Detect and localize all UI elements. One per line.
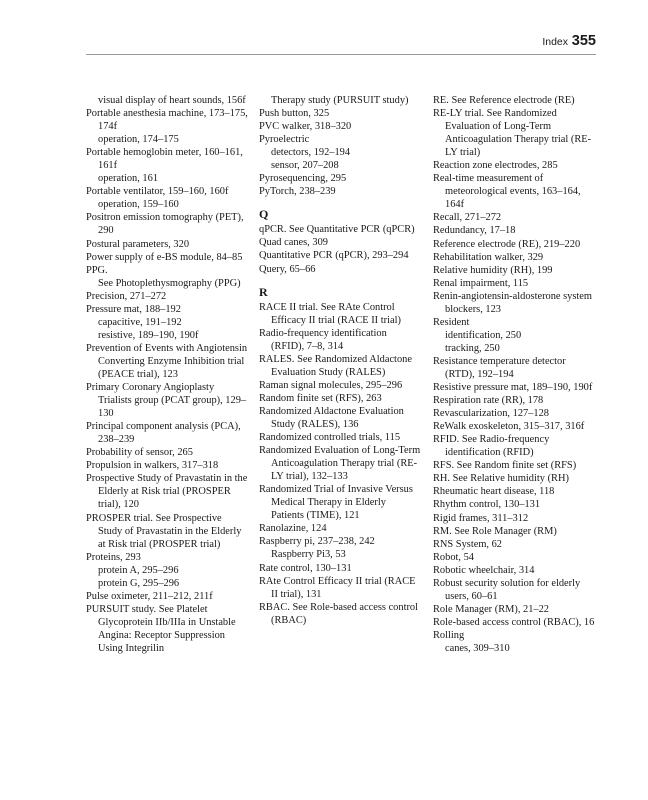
index-entry: Push button, 325 xyxy=(259,108,330,120)
index-subentry: canes, 309–310 xyxy=(445,642,510,654)
index-entry: qPCR. See Quantitative PCR (qPCR) xyxy=(259,224,415,236)
index-letter-heading: Q xyxy=(259,207,269,222)
index-entry: Primary Coronary Angioplasty Trialists group (PCAT group), 129–130 xyxy=(86,382,247,420)
index-entry: Reference electrode (RE), 219–220 xyxy=(433,238,581,250)
index-entry: Robotic wheelchair, 314 xyxy=(433,564,535,576)
index-entry: Reaction zone electrodes, 285 xyxy=(433,160,558,172)
index-entry: Resistance temperature detector (RTD), 192–194 xyxy=(433,355,566,380)
index-entry: Renal impairment, 115 xyxy=(433,277,529,289)
index-entry: Random finite set (RFS), 263 xyxy=(259,392,382,404)
index-entry: Ranolazine, 124 xyxy=(259,523,327,535)
index-subentry: capacitive, 191–192 xyxy=(98,316,182,328)
index-column-1 xyxy=(86,94,248,655)
index-entry: Relative humidity (RH), 199 xyxy=(433,264,553,276)
index-entry: Resident xyxy=(433,316,470,328)
index-subentry: operation, 161 xyxy=(98,173,159,185)
index-entry: Robust security solution for elderly users, 60–61 xyxy=(433,577,581,602)
running-header xyxy=(86,34,596,55)
index-column-3 xyxy=(433,94,595,655)
index-entry: PVC walker, 318–320 xyxy=(259,121,352,133)
index-entry: RE-LY trial. See Randomized Evaluation of Long-Term Anticoagulation Therapy trial (RE-LY trial) xyxy=(433,108,592,159)
index-subentry: resistive, 189–190, 190f xyxy=(98,329,199,341)
index-entry: Portable ventilator, 159–160, 160f xyxy=(86,186,229,198)
index-subentry: Raspberry Pi3, 53 xyxy=(271,549,346,561)
index-entry: Raspberry pi, 237–238, 242 xyxy=(259,536,375,548)
index-entry: Randomized Evaluation of Long-Term Anticoagulation Therapy trial (RE-LY trial), 132–133 xyxy=(259,445,421,483)
index-entry: Robot, 54 xyxy=(433,551,474,563)
index-entry: Pressure mat, 188–192 xyxy=(86,303,181,315)
index-entry: Query, 65–66 xyxy=(259,263,316,275)
index-subentry: Therapy study (PURSUIT study) xyxy=(271,95,409,106)
page-number: 355 xyxy=(571,33,596,49)
index-entry: RFS. See Random finite set (RFS) xyxy=(433,460,577,472)
index-entry: Revascularization, 127–128 xyxy=(433,408,549,420)
index-entry: Resistive pressure mat, 189–190, 190f xyxy=(433,382,593,394)
index-entry: Pyroelectric xyxy=(259,134,310,146)
index-entry: RM. See Role Manager (RM) xyxy=(433,525,557,537)
index-entry: PROSPER trial. See Prospective Study of Pravastatin in the Elderly at Risk trial (PROSPER trial) xyxy=(86,512,242,550)
index-entry: Raman signal molecules, 295–296 xyxy=(259,379,403,391)
index-entry: Propulsion in walkers, 317–318 xyxy=(86,460,219,472)
index-entry: PyTorch, 238–239 xyxy=(259,186,336,198)
index-entry: RFID. See Radio-frequency identification (RFID) xyxy=(433,434,550,459)
index-entry: Quantitative PCR (qPCR), 293–294 xyxy=(259,250,409,262)
index-entry: RE. See Reference electrode (RE) xyxy=(433,95,575,106)
index-entry: Precision, 271–272 xyxy=(86,290,167,302)
index-letter-heading: R xyxy=(259,284,268,299)
index-entry: Real-time measurement of meteorological events, 163–164, 164f xyxy=(433,173,581,211)
index-entry: Probability of sensor, 265 xyxy=(86,447,193,459)
index-entry: Quad canes, 309 xyxy=(259,237,328,249)
index-entry: Renin-angiotensin-aldosterone system blockers, 123 xyxy=(433,290,593,315)
index-entry: RH. See Relative humidity (RH) xyxy=(433,473,569,485)
index-subentry: tracking, 250 xyxy=(445,342,500,354)
index-entry: Power supply of e-BS module, 84–85 xyxy=(86,251,243,263)
index-entry: Rolling xyxy=(433,629,465,641)
index-entry: RAte Control Efficacy II trial (RACE II trial), 131 xyxy=(259,575,416,600)
index-entry: Positron emission tomography (PET), 290 xyxy=(86,212,244,237)
index-entry: Pulse oximeter, 211–212, 211f xyxy=(86,590,213,602)
index-entry: PURSUIT study. See Platelet Glycoprotein IIb/IIIa in Unstable Angina: Receptor Suppression Using Integrilin xyxy=(86,603,236,654)
index-subentry: See Photoplethysmography (PPG) xyxy=(98,277,241,289)
header-label: Index xyxy=(542,36,568,48)
index-entry: Proteins, 293 xyxy=(86,551,141,563)
index-entry: Randomized Trial of Invasive Versus Medical Therapy in Elderly Patients (TIME), 121 xyxy=(259,484,413,522)
index-entry: Rheumatic heart disease, 118 xyxy=(433,486,555,498)
index-subentry: detectors, 192–194 xyxy=(271,147,351,159)
index-subentry: operation, 159–160 xyxy=(98,199,179,211)
index-entry: Role-based access control (RBAC), 16 xyxy=(433,616,595,628)
index-subentry: operation, 174–175 xyxy=(98,134,179,146)
index-entry: Rhythm control, 130–131 xyxy=(433,499,541,511)
index-entry: Portable hemoglobin meter, 160–161, 161f xyxy=(86,147,243,172)
index-subentry: sensor, 207–208 xyxy=(271,160,339,172)
index-entry: Redundancy, 17–18 xyxy=(433,225,516,237)
index-entry: Prospective Study of Pravastatin in the Elderly at Risk trial (PROSPER trial), 120 xyxy=(86,473,248,511)
index-entry: PPG. xyxy=(86,264,108,276)
index-subentry: protein A, 295–296 xyxy=(98,564,179,576)
index-column-2 xyxy=(259,94,421,627)
index-entry: Rehabilitation walker, 329 xyxy=(433,251,544,263)
index-subentry: protein G, 295–296 xyxy=(98,577,180,589)
index-entry: RALES. See Randomized Aldactone Evaluation Study (RALES) xyxy=(259,353,412,378)
index-entry: Role Manager (RM), 21–22 xyxy=(433,603,550,615)
index-entry: Pyrosequencing, 295 xyxy=(259,173,347,185)
index-entry: RBAC. See Role-based access control (RBAC) xyxy=(259,601,418,626)
index-entry: RNS System, 62 xyxy=(433,538,502,550)
index-entry: Postural parameters, 320 xyxy=(86,238,190,250)
index-entry: Randomized controlled trials, 115 xyxy=(259,432,401,444)
index-entry: RACE II trial. See RAte Control Efficacy II trial (RACE II trial) xyxy=(259,301,401,326)
index-entry: Respiration rate (RR), 178 xyxy=(433,395,544,407)
index-entry: ReWalk exoskeleton, 315–317, 316f xyxy=(433,421,585,433)
index-subentry: visual display of heart sounds, 156f xyxy=(98,95,246,106)
index-entry: Radio-frequency identification (RFID), 7–8, 314 xyxy=(259,327,387,352)
index-subentry: identification, 250 xyxy=(445,329,522,341)
index-entry: Prevention of Events with Angiotensin Converting Enzyme Inhibition trial (PEACE trial), 123 xyxy=(86,342,248,380)
index-entry: Portable anesthesia machine, 173–175, 174f xyxy=(86,108,248,133)
index-entry: Rate control, 130–131 xyxy=(259,562,352,574)
index-entry: Recall, 271–272 xyxy=(433,212,502,224)
index-entry: Rigid frames, 311–312 xyxy=(433,512,529,524)
index-entry: Randomized Aldactone Evaluation Study (RALES), 136 xyxy=(259,405,404,430)
index-entry: Principal component analysis (PCA), 238–239 xyxy=(86,421,241,446)
